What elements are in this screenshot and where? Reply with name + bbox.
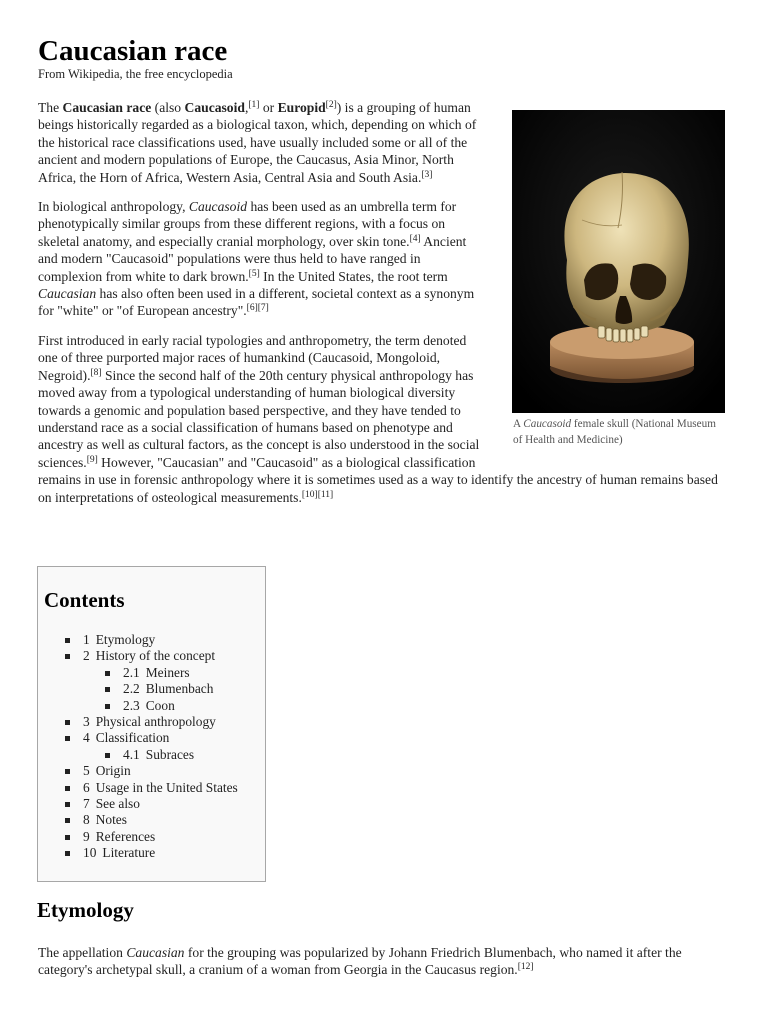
toc-item[interactable]: 9 References: [66, 829, 238, 845]
bullet-icon: [65, 786, 70, 791]
infobox-figure: [512, 110, 726, 448]
citation-link[interactable]: [2]: [325, 100, 337, 110]
bullet-icon: [105, 687, 110, 692]
bullet-icon: [105, 671, 110, 676]
toc-item[interactable]: 7 See also: [66, 796, 238, 812]
page-title: Caucasian race: [38, 35, 228, 67]
toc-subitem[interactable]: 2.3 Coon: [106, 698, 238, 714]
toc-title: Contents: [44, 588, 125, 612]
skull-illustration: [512, 110, 725, 413]
page-tagline: From Wikipedia, the free encyclopedia: [38, 67, 233, 81]
figure-caption: A Caucasoid female skull (National Museum of Health and Medicine): [513, 418, 716, 446]
bullet-icon: [65, 851, 70, 856]
toc-item[interactable]: 3 Physical anthropology: [66, 714, 238, 730]
toc-list: [66, 632, 238, 862]
toc-subitem[interactable]: 2.1 Meiners: [106, 665, 238, 681]
toc-item[interactable]: 8 Notes: [66, 812, 238, 828]
bullet-icon: [65, 818, 70, 823]
citation-link[interactable]: [1]: [248, 100, 260, 110]
etymology-paragraph: The appellation Caucasian for the grouping was popularized by Johann Friedrich Blumenbach, who named it after the category's archetypal skull, a cranium of a woman from Georgia in the Caucasus region.[12]: [38, 945, 682, 978]
intro-paragraph-2: In biological anthropology, Caucasoid has been used as an umbrella term for phenotypically similar groups from these different regions, with a focus on skeletal anatomy, and especially cranial morphology, over skin tone.[4] Ancient and modern "Caucasoid" populations were thus held to have ranged in complexion from white to dark brown.[5] In the United States, the root term Caucasian has also often been used in a different, societal context as a synonym for "white" or "of European ancestry".[6][7]: [38, 199, 475, 319]
citation-link[interactable]: [6]: [246, 303, 258, 314]
bullet-icon: [65, 835, 70, 840]
bullet-icon: [65, 802, 70, 807]
intro-paragraph-3: First introduced in early racial typologies and anthropometry, the term denoted one of three purported major races of humankind (Caucasoid, Mongoloid, Negroid).[8] Since the second half of the 20th century physical anthropology has moved away from a typological understanding of human biological diversity towards a genomic and population based perspective, and they have tended to understand race as a social classification of humans based on phenotype and ancestry as well as cultural factors, as the concept is also understood in the social sciences.[9] However, "Caucasian" and "Caucasoid" as a biological classification remains in use in forensic anthropology where it is sometimes used as a way to identify the ancestry of human remains based on interpretations of osteological measurements.[10][11]: [38, 332, 718, 505]
toc-item[interactable]: 6 Usage in the United States: [66, 780, 238, 796]
skull-image[interactable]: [512, 110, 725, 413]
toc-item[interactable]: 5 Origin: [66, 763, 238, 779]
toc-item[interactable]: 4 Classification 4.1 Subraces: [66, 730, 238, 763]
table-of-contents: [37, 566, 266, 882]
citation-link[interactable]: [7]: [257, 303, 269, 314]
article-body: [38, 99, 726, 518]
citation-link[interactable]: [10]: [301, 489, 318, 500]
toc-item[interactable]: 10 Literature: [66, 845, 238, 861]
bullet-icon: [65, 638, 70, 643]
citation-link[interactable]: [12]: [517, 962, 534, 973]
citation-link[interactable]: [3]: [421, 169, 433, 180]
toc-subitem[interactable]: 4.1 Subraces: [106, 747, 238, 763]
citation-link[interactable]: [8]: [90, 367, 102, 378]
bullet-icon: [105, 753, 110, 758]
citation-link[interactable]: [9]: [86, 454, 98, 465]
bullet-icon: [65, 654, 70, 659]
citation-link[interactable]: [5]: [248, 268, 260, 279]
bullet-icon: [65, 769, 70, 774]
intro-paragraph-1: The Caucasian race (also Caucasoid,[1] or Europid[2]) is a grouping of human beings historically regarded as a biological taxon, which, depending on which of the historical race classifications used, have usually included some or all of the ancient and modern populations of Europe, the Caucasus, Asia Minor, North Africa, the Horn of Africa, Western Asia, Central Asia and South Asia.[3]: [38, 100, 477, 185]
toc-item[interactable]: 2 History of the concept 2.1 Meiners 2.2 Blumenbach 2.3 Coon: [66, 648, 238, 714]
bullet-icon: [105, 704, 110, 709]
citation-link[interactable]: [4]: [409, 233, 421, 244]
section-heading-etymology: Etymology: [37, 898, 134, 922]
citation-link[interactable]: [11]: [317, 489, 334, 500]
toc-subitem[interactable]: 2.2 Blumenbach: [106, 681, 238, 697]
bullet-icon: [65, 720, 70, 725]
bullet-icon: [65, 736, 70, 741]
toc-item[interactable]: 1 Etymology: [66, 632, 238, 648]
